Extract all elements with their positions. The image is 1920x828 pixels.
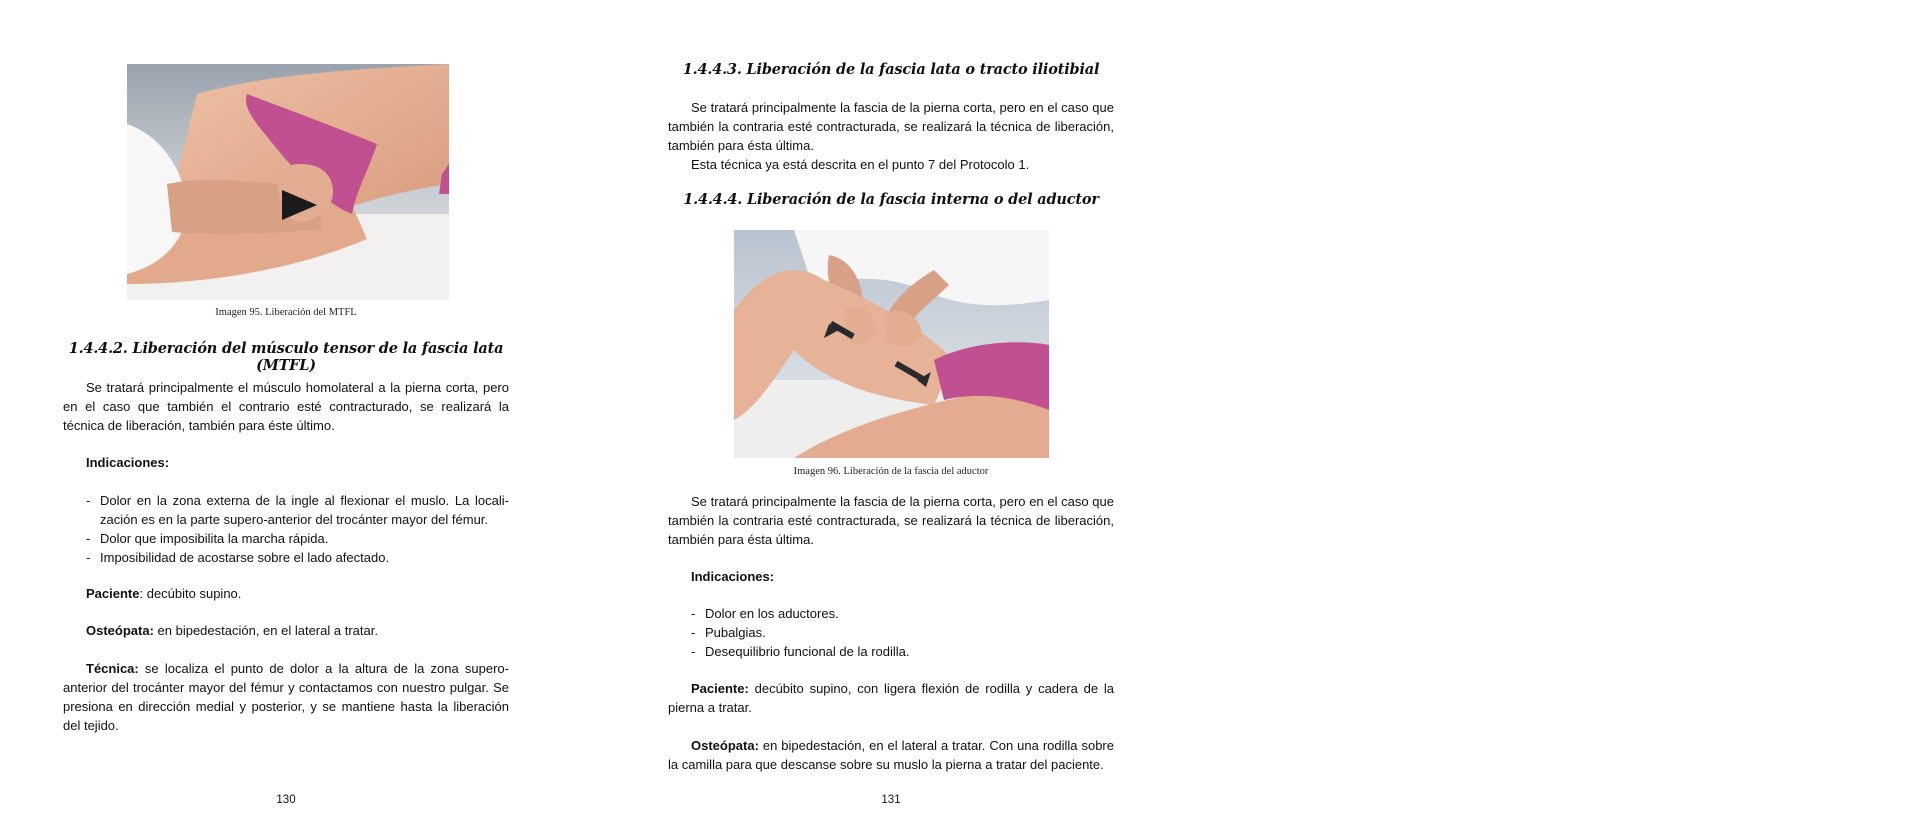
list-item: - Dolor en la zona externa de la ingle al flexionar el muslo. La localización es en la parte supero-anterior del trocánter mayor del fémur.	[86, 491, 509, 529]
list-item: - Dolor en los aductores.	[691, 604, 1114, 623]
indications-list	[86, 491, 509, 567]
technique-label: Técnica:	[86, 661, 139, 676]
patient-text: decúbito supino, con ligera flexión de rodilla y cadera de la pierna a tratar.	[668, 681, 1114, 715]
list-item: - Dolor que imposibilita la marcha rápida.	[86, 529, 509, 548]
left-page	[63, 0, 509, 828]
adductor-paragraph: Se tratará principalmente la fascia de la pierna corta, pero en el caso que también la contraria esté contracturada, se realizará la técnica de liberación, también para ésta última.	[668, 494, 1114, 547]
indications-label: Indicaciones:	[691, 569, 775, 584]
osteopath-label: Osteópata:	[86, 623, 154, 638]
list-item: - Imposibilidad de acostarse sobre el lado afectado.	[86, 548, 509, 567]
patient-line	[86, 584, 509, 603]
osteopath-paragraph	[668, 736, 1114, 774]
page-number: 130	[276, 794, 296, 806]
right-page	[668, 0, 1114, 828]
list-item: - Pubalgias.	[691, 623, 1114, 642]
image-caption: Imagen 96. Liberación de la fascia del aductor	[793, 466, 989, 477]
osteopath-text: en bipedestación, en el lateral a tratar.	[153, 623, 378, 638]
patient-text: : decúbito supino.	[139, 586, 242, 601]
list-item: - Desequilibrio funcional de la rodilla.	[691, 642, 1114, 661]
intro-paragraph: Se tratará principalmente el músculo homolateral a la pierna corta, pero en el caso que también el contrario esté contracturado, se realizará la técnica de liberación, también para éste último.	[63, 380, 509, 433]
osteopath-text: en bipedestación, en el lateral a tratar. Con una rodilla sobre la camilla para que descanse sobre su muslo la pierna a tratar del paciente.	[668, 738, 1114, 772]
technique-paragraph	[63, 659, 509, 735]
reference-paragraph: Esta técnica ya está descrita en el punto 7 del Protocolo 1.	[691, 157, 1030, 172]
mtfl-release-photo	[127, 64, 449, 300]
patient-paragraph	[668, 679, 1114, 717]
patient-label: Paciente	[86, 586, 140, 601]
indications-list	[691, 604, 1114, 661]
technique-text: se localiza el punto de dolor a la altura de la zona supero-anterior del trocánter mayor del fémur y contactamos con nuestro pulgar. Se presiona en dirección medial y posterior, y se mantiene hasta la liberación del tejido.	[63, 661, 509, 733]
indications-label: Indicaciones:	[86, 455, 170, 470]
image-caption: Imagen 95. Liberación del MTFL	[215, 307, 357, 318]
iliotibial-paragraph: Se tratará principalmente la fascia de la pierna corta, pero en el caso que también la contraria esté contracturada, se realizará la técnica de liberación, también para ésta última.	[668, 100, 1114, 153]
adductor-release-photo	[734, 230, 1049, 458]
osteopath-label: Osteópata:	[691, 738, 759, 753]
section-heading-adductor: 1.4.4.4. Liberación de la fascia interna o del aductor	[683, 191, 1099, 208]
osteopath-line	[86, 621, 509, 640]
section-heading: 1.4.4.2. Liberación del músculo tensor de la fascia lata (MTFL)	[68, 340, 504, 374]
patient-label: Paciente:	[691, 681, 749, 696]
page-number: 131	[881, 794, 901, 806]
section-heading-iliotibial: 1.4.4.3. Liberación de la fascia lata o tracto iliotibial	[682, 61, 1100, 78]
